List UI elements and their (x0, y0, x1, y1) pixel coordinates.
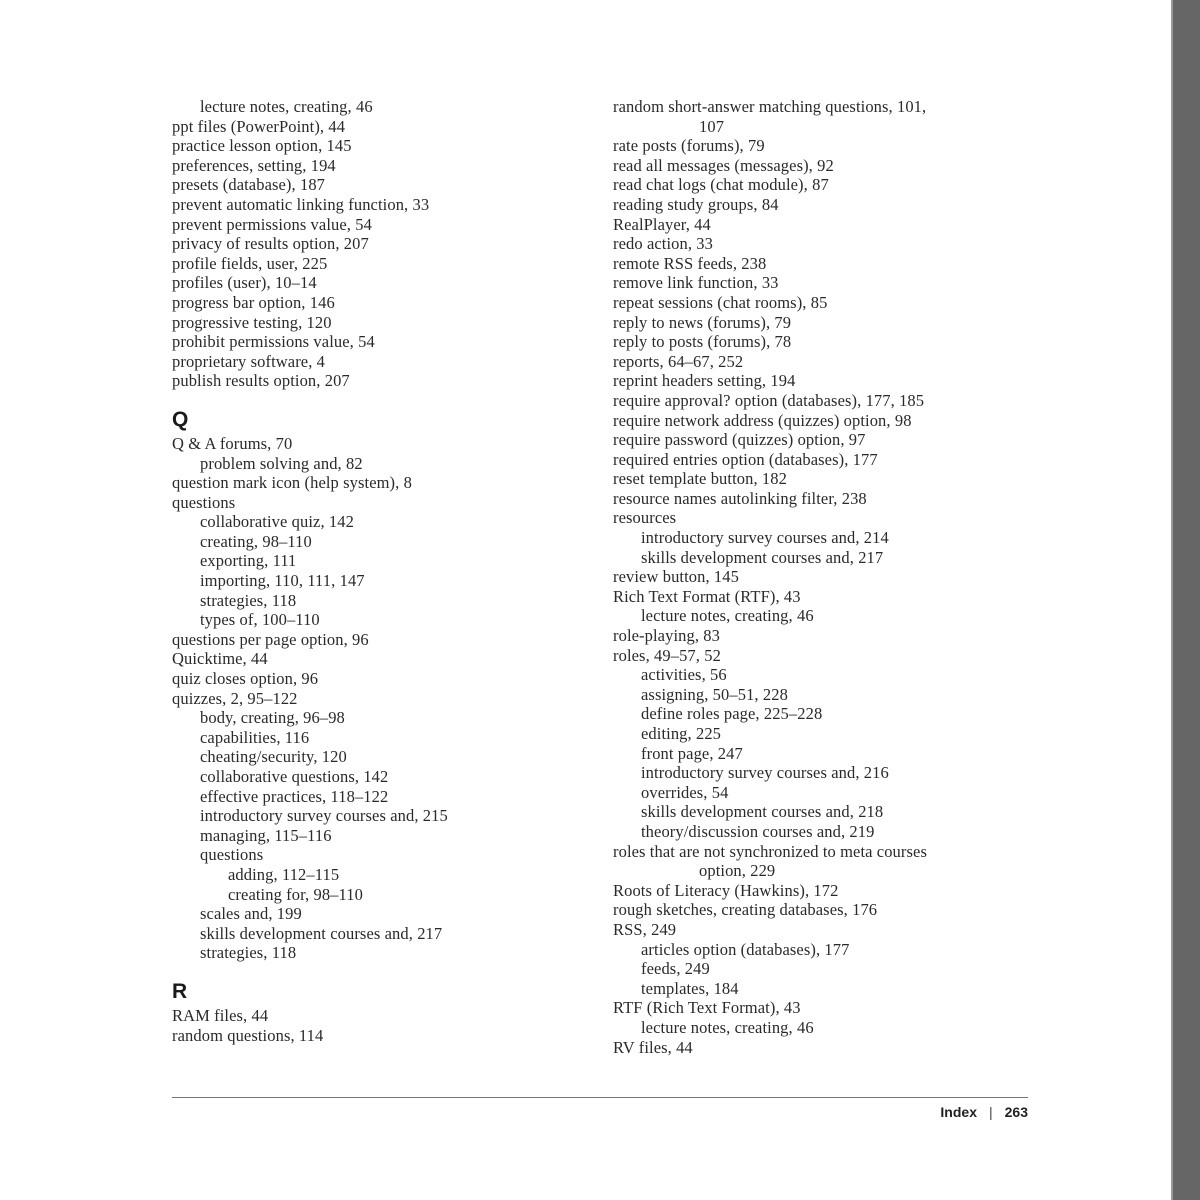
index-entry-text: overrides, 54 (641, 782, 729, 802)
index-entry (613, 313, 1043, 333)
index-section-r-continued (613, 97, 1043, 1057)
index-entry (613, 489, 1043, 509)
index-entry (172, 195, 592, 215)
index-entry-text: random short-answer matching questions, 101, (613, 97, 927, 116)
index-section-p-continued (172, 97, 592, 391)
index-entry-continuation: 107 (699, 116, 725, 136)
index-entry-text: collaborative quiz, 142 (200, 512, 354, 532)
index-section-r (172, 1006, 592, 1045)
index-entry-text: proprietary software, 4 (172, 351, 326, 371)
index-entry-text: Rich Text Format (RTF), 43 (613, 586, 801, 606)
index-entry-text: resources (613, 508, 677, 528)
index-entry (172, 747, 592, 767)
index-entry (613, 802, 1043, 822)
section-heading-q: Q (172, 407, 189, 431)
index-entry (172, 826, 592, 846)
index-entry (613, 175, 1043, 195)
index-entry-text: redo action, 33 (613, 234, 714, 254)
index-entry-text: ppt files (PowerPoint), 44 (172, 116, 346, 136)
index-entry-text: repeat sessions (chat rooms), 85 (613, 292, 828, 312)
index-entry (172, 1006, 592, 1026)
index-entry-text: body, creating, 96–98 (200, 708, 345, 728)
index-entry (613, 881, 1043, 901)
index-entry (613, 979, 1043, 999)
index-entry (172, 924, 592, 944)
index-entry-text: exporting, 111 (200, 551, 297, 571)
index-entry-text: preferences, setting, 194 (172, 155, 336, 175)
index-entry-text: RealPlayer, 44 (613, 214, 711, 234)
index-entry-text: read all messages (messages), 92 (613, 155, 834, 175)
section-heading-r: R (172, 979, 188, 1003)
index-entry-text: role-playing, 83 (613, 626, 720, 646)
index-entry-text: introductory survey courses and, 215 (200, 806, 448, 826)
index-entry (613, 215, 1043, 235)
index-entry-text: publish results option, 207 (172, 371, 350, 391)
index-entry-text: questions (172, 492, 236, 512)
index-entry-text: collaborative questions, 142 (200, 767, 389, 786)
index-entry (613, 959, 1043, 979)
index-entry (613, 744, 1043, 764)
index-entry-text: profile fields, user, 225 (172, 253, 328, 273)
index-entry (172, 728, 592, 748)
index-entry-text: skills development courses and, 217 (200, 923, 443, 943)
index-column-left (172, 97, 592, 1045)
index-entry-text: Roots of Literacy (Hawkins), 172 (613, 880, 839, 900)
index-entry (172, 845, 592, 865)
index-entry (172, 434, 592, 454)
index-entry-text: skills development courses and, 217 (641, 547, 884, 567)
index-entry (613, 587, 1043, 607)
index-entry (613, 411, 1043, 431)
index-entry (172, 787, 592, 807)
index-entry (172, 332, 592, 352)
index-entry (172, 215, 592, 235)
index-entry (172, 117, 592, 137)
index-entry (613, 508, 1043, 528)
index-entry (613, 548, 1043, 568)
index-entry-text: question mark icon (help system), 8 (172, 473, 412, 493)
index-entry-text: Q & A forums, 70 (172, 433, 293, 453)
index-entry (172, 669, 592, 689)
viewer-side-bar (1171, 0, 1200, 1200)
index-entry (172, 610, 592, 630)
index-entry (172, 352, 592, 372)
index-entry-text: creating for, 98–110 (228, 884, 363, 904)
index-entry (613, 763, 1043, 783)
index-entry (172, 806, 592, 826)
index-entry (172, 512, 592, 532)
index-entry-text: roles that are not synchronized to meta courses (613, 841, 927, 861)
index-entry (613, 822, 1043, 842)
index-entry-text: prohibit permissions value, 54 (172, 332, 375, 352)
index-entry-text: privacy of results option, 207 (172, 234, 369, 254)
index-entry (172, 943, 592, 963)
footer-divider (172, 1097, 1028, 1098)
index-entry (172, 571, 592, 591)
index-entry-text: rate posts (forums), 79 (613, 136, 765, 156)
index-entry-text: resource names autolinking filter, 238 (613, 488, 867, 508)
index-entry (172, 689, 592, 709)
index-entry (613, 195, 1043, 215)
index-entry-text: required entries option (databases), 177 (613, 449, 878, 469)
index-entry (613, 469, 1043, 489)
index-entry (172, 630, 592, 650)
index-entry (613, 998, 1043, 1018)
page-number: 263 (1004, 1104, 1028, 1120)
index-entry (172, 156, 592, 176)
index-entry-text: questions (200, 845, 264, 865)
index-entry (172, 473, 592, 493)
index-entry (613, 156, 1043, 176)
index-entry-text: theory/discussion courses and, 219 (641, 821, 875, 841)
index-entry (613, 293, 1043, 313)
index-entry (613, 430, 1043, 450)
index-entry-text: define roles page, 225–228 (641, 704, 823, 724)
index-entry-text: introductory survey courses and, 214 (641, 528, 889, 548)
index-entry-text: problem solving and, 82 (200, 453, 363, 473)
index-entry (172, 254, 592, 274)
index-entry-text: RSS, 249 (613, 919, 677, 939)
index-entry-text: require approval? option (databases), 177, 185 (613, 390, 925, 410)
index-entry-text: quiz closes option, 96 (172, 669, 319, 689)
index-entry (613, 97, 1043, 136)
index-entry-text: introductory survey courses and, 216 (641, 763, 889, 783)
footer-section-label: Index (940, 1104, 977, 1120)
index-entry-text: Quicktime, 44 (172, 649, 268, 669)
index-entry (613, 1038, 1043, 1058)
index-entry-text: remote RSS feeds, 238 (613, 253, 767, 273)
index-entry-text: effective practices, 118–122 (200, 786, 389, 806)
index-entry (613, 900, 1043, 920)
index-entry (613, 685, 1043, 705)
index-entry-text: strategies, 118 (200, 590, 297, 610)
index-entry (172, 767, 592, 787)
index-entry (613, 332, 1043, 352)
index-entry-text: importing, 110, 111, 147 (200, 571, 365, 591)
index-entry (613, 646, 1043, 666)
index-entry (613, 136, 1043, 156)
index-entry (172, 234, 592, 254)
index-entry-text: reprint headers setting, 194 (613, 371, 796, 391)
index-entry-text: require password (quizzes) option, 97 (613, 430, 866, 450)
index-entry-text: random questions, 114 (172, 1025, 324, 1045)
index-entry (172, 865, 592, 885)
index-entry-text: assigning, 50–51, 228 (641, 684, 788, 704)
index-entry-text: reading study groups, 84 (613, 194, 779, 214)
index-entry (172, 371, 592, 391)
index-entry-text: reply to news (forums), 79 (613, 312, 792, 332)
index-entry-text: reports, 64–67, 252 (613, 351, 744, 371)
index-entry-text: quizzes, 2, 95–122 (172, 688, 298, 708)
index-entry-text: RTF (Rich Text Format), 43 (613, 998, 801, 1018)
index-entry-text: rough sketches, creating databases, 176 (613, 900, 878, 920)
index-entry-text: cheating/security, 120 (200, 747, 347, 767)
index-entry (613, 234, 1043, 254)
page-footer (940, 1104, 1028, 1120)
footer-separator: | (989, 1104, 993, 1120)
index-column-right (613, 97, 1043, 1057)
index-entry-text: reset template button, 182 (613, 469, 787, 489)
index-entry (613, 254, 1043, 274)
index-entry (613, 352, 1043, 372)
index-entry (172, 273, 592, 293)
index-entry (613, 528, 1043, 548)
index-entry-text: capabilities, 116 (200, 727, 310, 747)
index-entry-text: editing, 225 (641, 724, 722, 743)
index-entry (172, 136, 592, 156)
index-entry (613, 940, 1043, 960)
index-entry-text: lecture notes, creating, 46 (641, 606, 814, 626)
index-entry (172, 904, 592, 924)
index-entry (172, 551, 592, 571)
index-entry-text: presets (database), 187 (172, 175, 326, 195)
index-entry (172, 649, 592, 669)
index-entry-text: practice lesson option, 145 (172, 136, 352, 156)
index-entry (613, 626, 1043, 646)
index-entry (172, 97, 592, 117)
index-entry-text: articles option (databases), 177 (641, 939, 850, 959)
index-entry-text: profiles (user), 10–14 (172, 273, 317, 293)
index-entry-text: progress bar option, 146 (172, 292, 335, 312)
index-entry (172, 1026, 592, 1046)
index-entry-text: read chat logs (chat module), 87 (613, 175, 829, 195)
index-entry-text: questions per page option, 96 (172, 629, 369, 649)
index-entry-text: prevent permissions value, 54 (172, 214, 372, 234)
index-entry-text: managing, 115–116 (200, 825, 332, 845)
index-entry-text: lecture notes, creating, 46 (641, 1017, 814, 1037)
index-entry-text: RAM files, 44 (172, 1005, 269, 1025)
index-entry-text: remove link function, 33 (613, 273, 779, 293)
index-entry (613, 606, 1043, 626)
index-entry (172, 454, 592, 474)
index-entry-text: progressive testing, 120 (172, 312, 332, 332)
index-entry-text: types of, 100–110 (200, 610, 320, 630)
index-entry (172, 591, 592, 611)
index-entry (613, 665, 1043, 685)
index-entry (172, 293, 592, 313)
index-entry-text: activities, 56 (641, 665, 727, 685)
index-entry-text: require network address (quizzes) option, 98 (613, 410, 912, 430)
index-entry-text: feeds, 249 (641, 959, 710, 979)
index-entry (613, 704, 1043, 724)
index-entry (172, 885, 592, 905)
index-entry (172, 532, 592, 552)
index-entry-text: roles, 49–57, 52 (613, 645, 721, 665)
index-entry (613, 724, 1043, 744)
index-entry (172, 493, 592, 513)
index-entry-text: lecture notes, creating, 46 (200, 97, 373, 116)
index-entry-text: creating, 98–110 (200, 531, 312, 551)
index-entry-text: prevent automatic linking function, 33 (172, 194, 430, 214)
index-entry (172, 175, 592, 195)
index-entry (613, 391, 1043, 411)
index-entry (613, 567, 1043, 587)
index-entry-text: templates, 184 (641, 978, 739, 998)
index-entry (613, 783, 1043, 803)
index-entry (172, 313, 592, 333)
index-section-q (172, 434, 592, 963)
index-entry (613, 842, 1043, 881)
index-entry (613, 1018, 1043, 1038)
index-entry-text: front page, 247 (641, 743, 743, 763)
index-entry-text: strategies, 118 (200, 943, 297, 963)
index-entry-continuation: option, 229 (699, 861, 776, 881)
index-entry (613, 920, 1043, 940)
index-entry-text: reply to posts (forums), 78 (613, 332, 792, 352)
index-entry-text: adding, 112–115 (228, 864, 340, 884)
index-entry-text: skills development courses and, 218 (641, 802, 884, 822)
index-entry (613, 450, 1043, 470)
index-entry-text: RV files, 44 (613, 1037, 693, 1057)
index-entry-text: review button, 145 (613, 567, 739, 587)
index-entry-text: scales and, 199 (200, 904, 302, 924)
index-entry (172, 708, 592, 728)
index-entry (613, 371, 1043, 391)
index-entry (613, 273, 1043, 293)
